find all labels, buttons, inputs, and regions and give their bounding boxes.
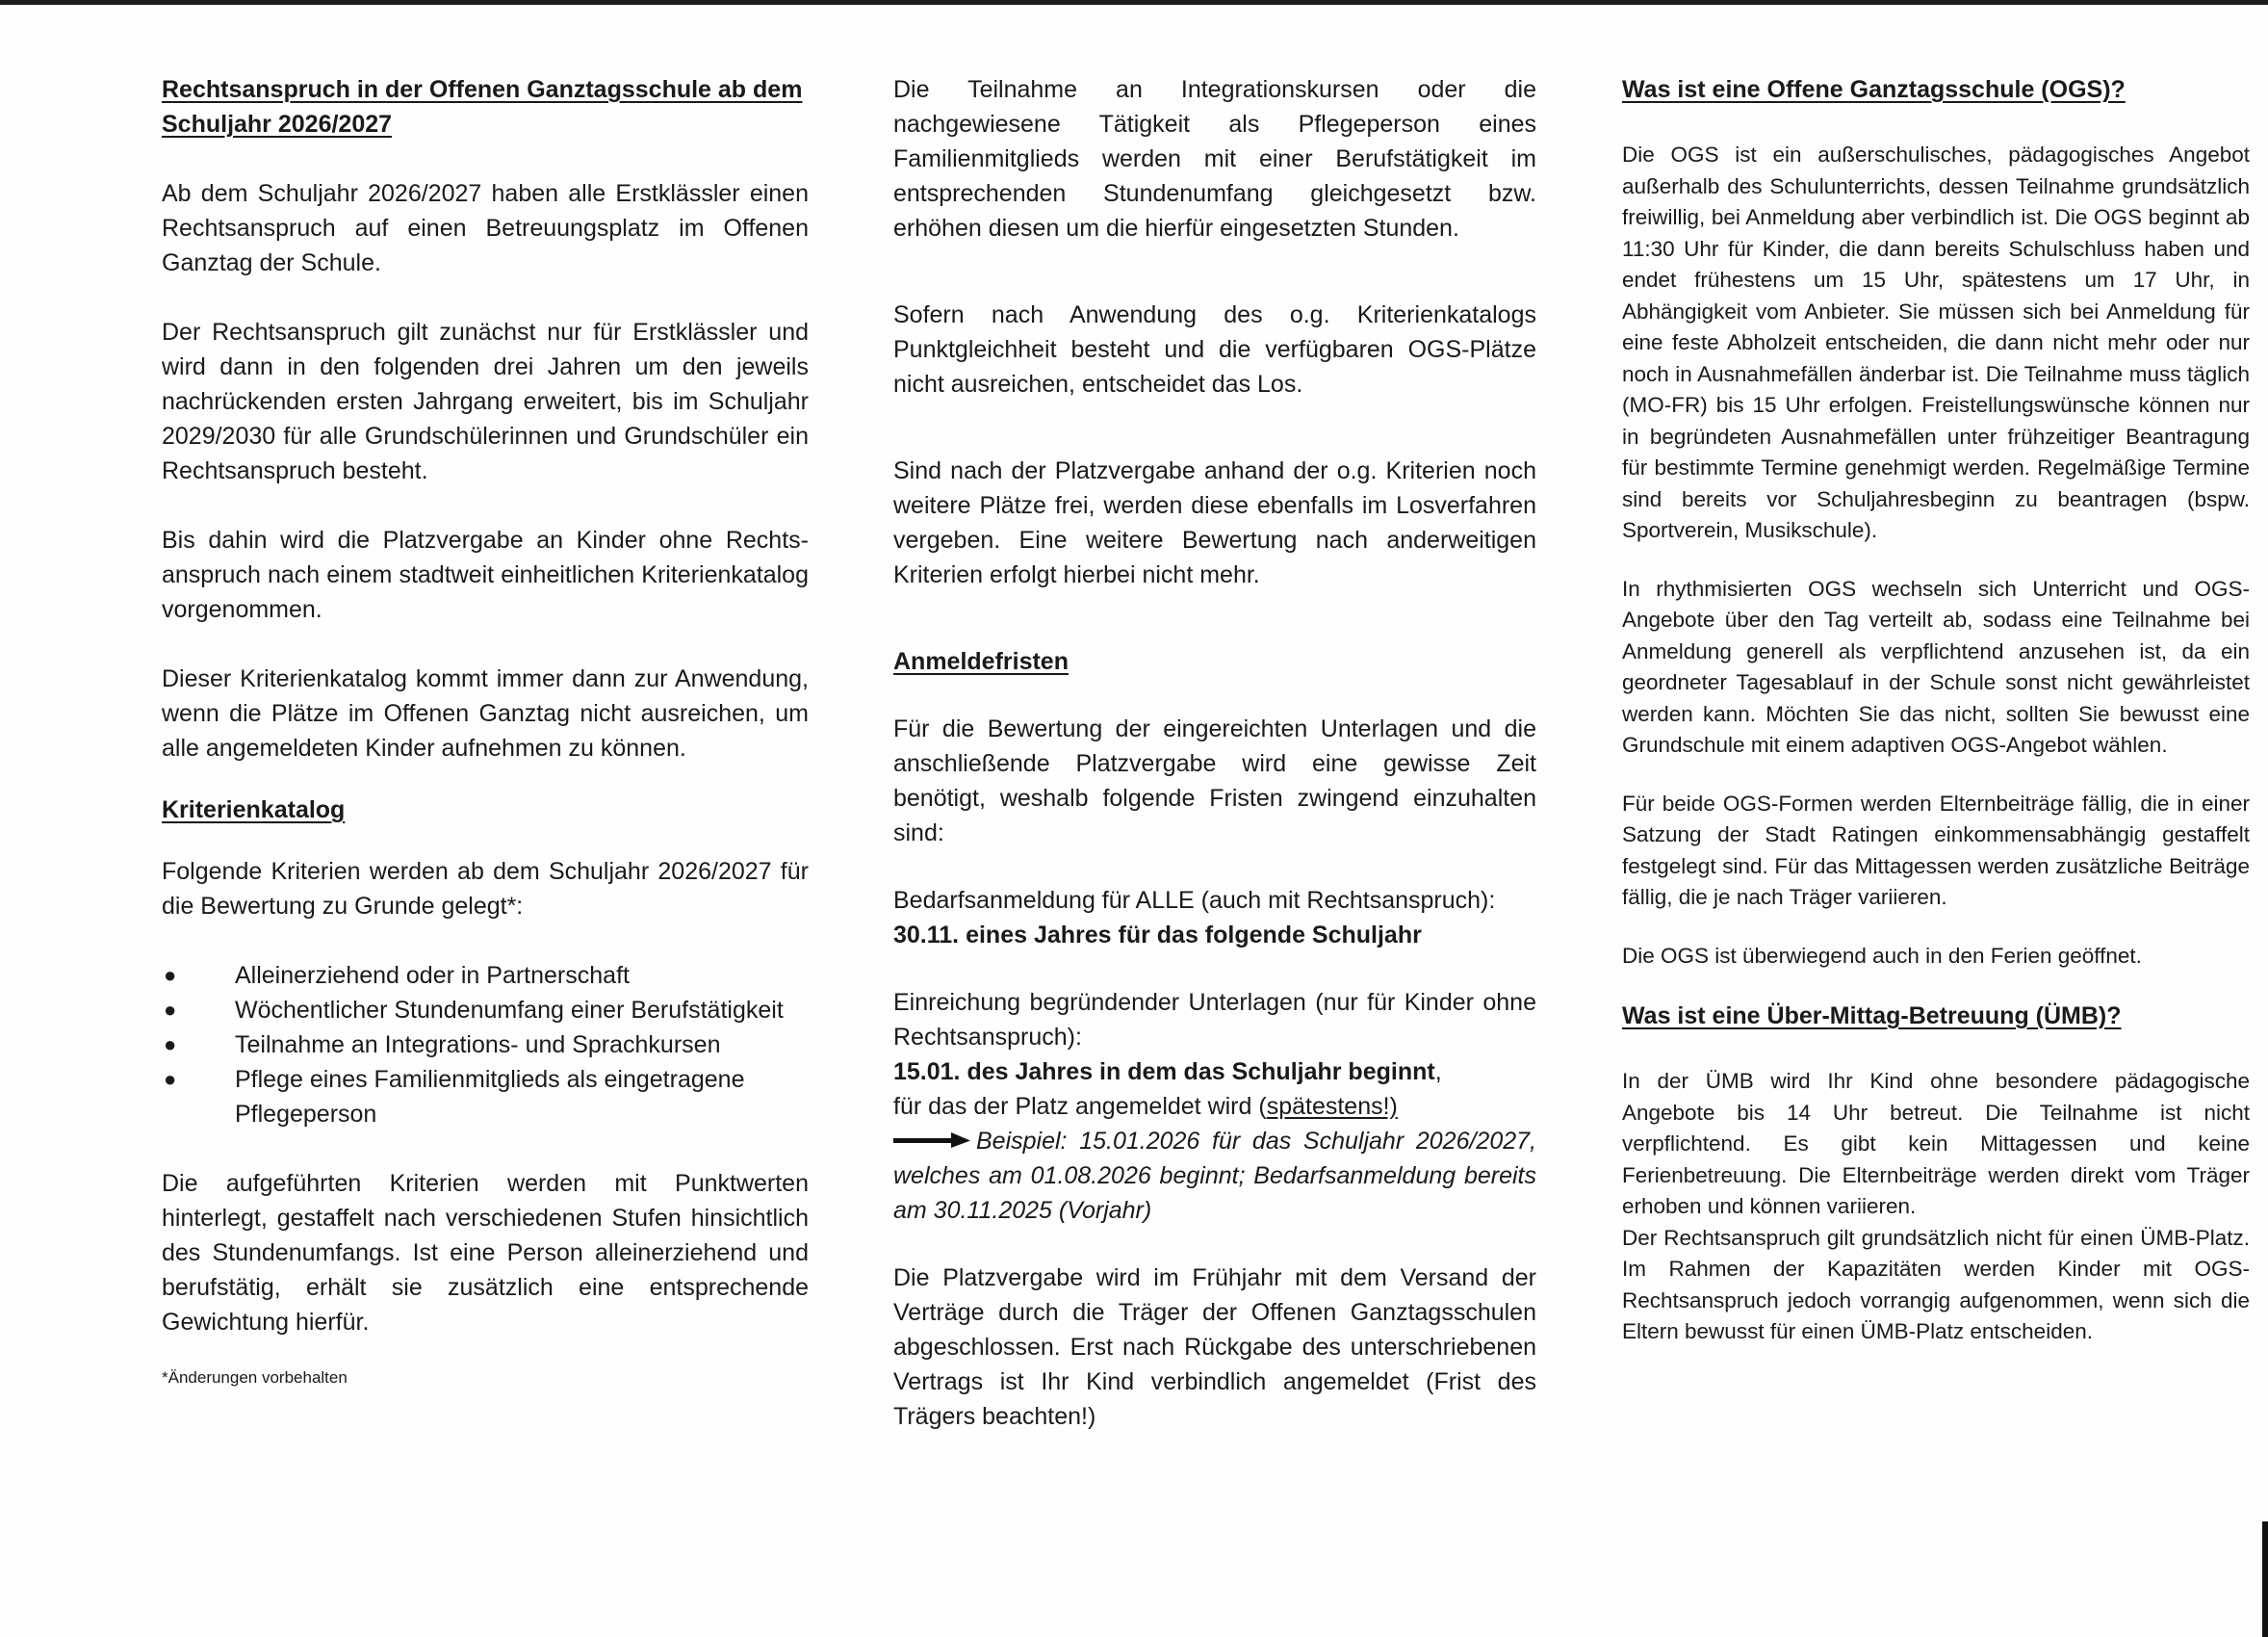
heading-ogs: Was ist eine Offene Ganztagsschule (OGS)? xyxy=(1622,76,2126,103)
criteria-text: Teilnahme an Integrations- und Sprachkursen xyxy=(235,1031,721,1058)
criteria-text: Wöchentlicher Stundenumfang einer Berufstätigkeit xyxy=(235,997,784,1024)
paragraph-elternbeitraege: Für beide OGS-Formen werden Elternbeiträge fällig, die in einer Satzung der Stadt Ratingen einkommensabhängig gestaffelt festgelegt sind. Für das Mittagessen werden zusätzliche Beiträge fällig, die je nach Träger variieren. xyxy=(1622,791,2250,909)
heading-anmeldefristen: Anmeldefristen xyxy=(893,648,1069,675)
deadline-1-label: Bedarfsanmeldung für ALLE (auch mit Rechtsanspruch): xyxy=(893,887,1496,914)
column-2 xyxy=(893,72,1536,1434)
list-item xyxy=(162,1027,809,1062)
deadline-2-suffix-line xyxy=(893,1089,1536,1124)
example-line xyxy=(893,1124,1536,1228)
paragraph-criteria-intro: Folgende Kriterien werden ab dem Schuljahr 2026/2027 für die Bewertung zu Grunde gelegt*: xyxy=(162,858,809,920)
bullet-icon: ● xyxy=(164,1067,177,1091)
paragraph-platzvergabe: Bis dahin wird die Platzvergabe an Kinder ohne Rechtsanspruch nach einem stadtweit einheitlichen Kriterienkatalog vorgenommen. xyxy=(162,527,809,623)
column-1 xyxy=(162,72,809,1390)
paragraph-rechtsanspruch: Der Rechtsanspruch gilt zunächst nur für Erstklässler und wird dann in den folgenden drei Jahren um den jeweils nachrückenden ersten Jahrgang erweitert, bis im Schuljahr 2029/2030 für alle Grundschülerinnen und Grundschüler ein Rechtsanspruch besteht. xyxy=(162,319,809,484)
title-heading: Rechtsanspruch in der Offenen Ganztagsschule ab dem Schuljahr 2026/2027 xyxy=(162,76,803,138)
heading-umb: Was ist eine Über-Mittag-Betreuung (ÜMB)? xyxy=(1622,1002,2122,1029)
paragraph-kriterienkatalog-anwendung: Dieser Kriterienkatalog kommt immer dann zur Anwendung, wenn die Plätze im Offenen Ganztag nicht ausreichen, um alle angemeldeten Kinder aufnehmen zu können. xyxy=(162,665,809,762)
paragraph-umb: In der ÜMB wird Ihr Kind ohne besondere pädagogische Angebote bis 14 Uhr betreut. Die Teilnahme ist nicht verpflichtend. Es gibt kein Mittagessen und keine Ferienbetreuung. Die Elternbeiträge werden direkt vom Träger erhoben und können variieren. xyxy=(1622,1069,2250,1218)
heading-kriterienkatalog: Kriterienkatalog xyxy=(162,796,346,823)
paragraph-losverfahren: Sind nach der Platzvergabe anhand der o.g. Kriterien noch weitere Plätze frei, werden diese ebenfalls im Losverfahren vergeben. Eine weitere Bewertung nach anderweitigen Kriterien erfolgt hierbei nicht mehr. xyxy=(893,457,1536,588)
bullet-icon: ● xyxy=(164,963,177,987)
example-text: Beispiel: 15.01.2026 für das Schuljahr 2026/2027, welches am 01.08.2026 beginnt; Bedarfsanmeldung bereits am 30.11.2025 (Vorjahr) xyxy=(893,1128,1536,1224)
paragraph-integrationskurse: Die Teilnahme an Integrationskursen oder die nachgewiesene Tätigkeit als Pflegeperson eines Familienmitglieds werden mit einer Berufstätigkeit im entsprechenden Stundenumfang gleichgesetzt bzw. erhöhen diesen um die hierfür eingesetzten Stunden. xyxy=(893,76,1536,242)
deadline-2-label: Einreichung begründender Unterlagen (nur für Kinder ohne Rechtsanspruch): xyxy=(893,989,1536,1051)
deadline-2-date: 15.01. des Jahres in dem das Schuljahr beginnt xyxy=(893,1058,1435,1085)
deadline-2-emphasis: spätestens!) xyxy=(1266,1093,1398,1120)
bullet-icon: ● xyxy=(164,1032,177,1056)
footnote: *Änderungen vorbehalten xyxy=(162,1368,348,1387)
paragraph-losentscheid: Sofern nach Anwendung des o.g. Kriterienkatalogs Punktgleichheit besteht und die verfügbaren OGS-Plätze nicht ausreichen, entscheidet das Los. xyxy=(893,301,1536,398)
paragraph-rhythmisiert: In rhythmisierten OGS wechseln sich Unterricht und OGS-Angebote über den Tag verteilt ab, sodass eine Teilnahme bei Anmeldung generell als verpflichtend anzusehen ist, da ein geordneter Tagesablauf in der Schule sonst nicht gewährleistet werden kann. Möchten Sie das nicht, sollten Sie bewusst eine Grundschule mit einem adaptiven OGS-Angebot wählen. xyxy=(1622,576,2250,757)
column-3 xyxy=(1622,72,2250,1348)
list-item xyxy=(162,1062,809,1131)
criteria-text: Alleinerziehend oder in Partnerschaft xyxy=(235,962,630,989)
list-item xyxy=(162,958,809,993)
paragraph-ogs-definition: Die OGS ist ein außerschulisches, pädagogisches Angebot außerhalb des Schulunterrichts, dessen Teilnahme grundsätzlich freiwillig, bei Anmeldung aber verbindlich ist. Die OGS beginnt ab 11:30 Uhr für Kinder, die dann bereits Schulschluss haben und endet frühestens um 15 Uhr, spätestens um 17 Uhr, in Abhängigkeit vom Anbieter. Sie müssen sich bei Anmeldung für eine feste Abholzeit entscheiden, die dann nicht mehr oder nur noch in Ausnahmefällen änderbar ist. Die Teilnahme muss täglich (MO-FR) bis 15 Uhr erfolgen. Freistellungswünsche können nur in begründeten Ausnahmefällen unter frühzeitiger Beantragung für bestimmte Termine genehmigt werden. Regelmäßige Termine sind bereits vor Schuljahresbeginn zu beantragen (bspw. Sportverein, Musikschule). xyxy=(1622,143,2250,542)
scan-right-edge xyxy=(2262,1521,2268,1637)
deadline-2-date-line xyxy=(893,1054,1536,1089)
deadline-1-date: 30.11. eines Jahres für das folgende Schuljahr xyxy=(893,922,1422,948)
criteria-list xyxy=(162,958,809,1131)
paragraph-fristen-intro: Für die Bewertung der eingereichten Unterlagen und die anschließende Platzvergabe wird eine gewisse Zeit benötigt, weshalb folgende Fristen zwingend einzuhalten sind: xyxy=(893,715,1536,846)
arrow-right-icon xyxy=(893,1132,970,1148)
list-item xyxy=(162,993,809,1027)
criteria-text: Pflege eines Familienmitglieds als eingetragene Pflegeperson xyxy=(235,1066,745,1128)
paragraph-ferien: Die OGS ist überwiegend auch in den Ferien geöffnet. xyxy=(1622,943,2142,968)
deadline-2-suffix: für das der Platz angemeldet wird ( xyxy=(893,1093,1267,1120)
scan-top-edge xyxy=(0,0,2268,5)
paragraph-vertrag: Die Platzvergabe wird im Frühjahr mit dem Versand der Verträge durch die Träger der Offenen Ganztagsschulen abgeschlossen. Erst nach Rückgabe des unterschriebenen Vertrags ist Ihr Kind verbindlich angemeldet (Frist des Trägers beachten!) xyxy=(893,1264,1536,1430)
comma: , xyxy=(1434,1058,1442,1085)
paragraph-umb-rechtsanspruch: Der Rechtsanspruch gilt grundsätzlich nicht für einen ÜMB-Platz. Im Rahmen der Kapazitäten werden Kinder mit OGS-Rechtsanspruch jedoch vorrangig aufgenommen, wenn sich die Eltern bewusst für einen ÜMB-Platz entscheiden. xyxy=(1622,1225,2250,1343)
paragraph-punktwerte: Die aufgeführten Kriterien werden mit Punktwerten hinterlegt, gestaffelt nach verschiedenen Stufen hinsichtlich des Stundenumfangs. Ist eine Person alleinerziehend und berufstätig, erhält sie zusätzlich eine entsprechende Gewichtung hierfür. xyxy=(162,1170,809,1336)
paragraph-intro: Ab dem Schuljahr 2026/2027 haben alle Erstklässler einen Rechtsanspruch auf einen Betreuungsplatz im Offenen Ganztag der Schule. xyxy=(162,180,809,276)
bullet-icon: ● xyxy=(164,998,177,1022)
